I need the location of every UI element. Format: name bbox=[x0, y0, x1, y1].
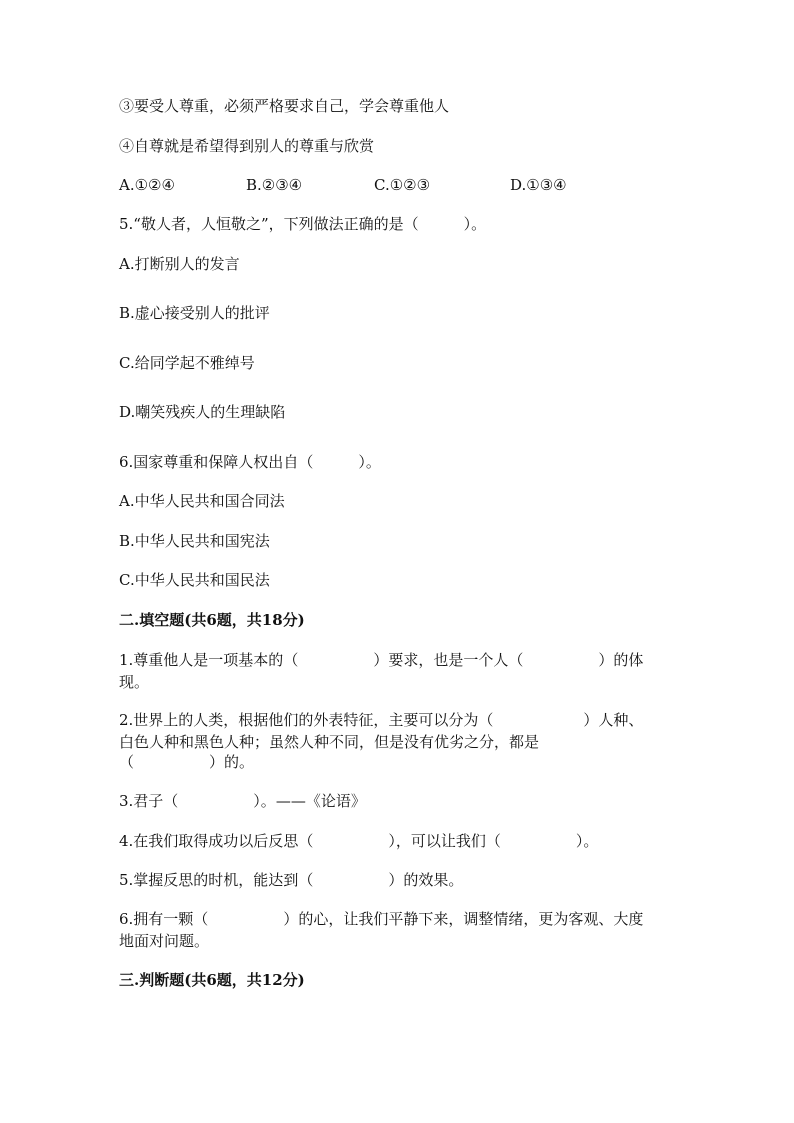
q4-option-c: C.①②③ bbox=[374, 176, 431, 194]
q6-stem: 6.国家尊重和保障人权出自（ ）。 bbox=[119, 453, 381, 471]
q5-option-a: A.打断别人的发言 bbox=[119, 255, 240, 273]
fill-blank-1-line-1: 1.尊重他人是一项基本的（ ）要求，也是一个人（ ）的体 bbox=[119, 651, 644, 669]
fill-blank-4: 4.在我们取得成功以后反思（ ），可以让我们（ ）。 bbox=[119, 832, 599, 850]
fill-blank-5: 5.掌握反思的时机，能达到（ ）的效果。 bbox=[119, 871, 464, 889]
q4-statement-4: ④自尊就是希望得到别人的尊重与欣赏 bbox=[119, 137, 375, 155]
q4-option-b: B.②③④ bbox=[246, 176, 303, 194]
fill-blank-2-line-3: （ ）的。 bbox=[119, 753, 255, 771]
q5-option-b: B.虚心接受别人的批评 bbox=[119, 304, 270, 322]
fill-blank-3: 3.君子（ ）。——《论语》 bbox=[119, 792, 366, 810]
q4-option-a: A.①②④ bbox=[119, 176, 175, 194]
q4-statement-3: ③要受人尊重，必须严格要求自己，学会尊重他人 bbox=[119, 97, 450, 115]
q4-option-d: D.①③④ bbox=[510, 176, 567, 194]
fill-blank-1-line-2: 现。 bbox=[119, 673, 150, 691]
q6-option-b: B.中华人民共和国宪法 bbox=[119, 532, 270, 550]
fill-blank-6-line-2: 地面对问题。 bbox=[119, 932, 210, 950]
q5-stem: 5.“敬人者，人恒敬之”，下列做法正确的是（ ）。 bbox=[119, 215, 487, 233]
section-2-heading: 二.填空题(共6题，共18分) bbox=[119, 611, 305, 629]
fill-blank-2-line-1: 2.世界上的人类，根据他们的外表特征，主要可以分为（ ）人种、 bbox=[119, 711, 644, 729]
q5-option-d: D.嘲笑残疾人的生理缺陷 bbox=[119, 403, 286, 421]
fill-blank-2-line-2: 白色人种和黑色人种；虽然人种不同，但是没有优劣之分，都是 bbox=[119, 733, 540, 751]
fill-blank-6-line-1: 6.拥有一颗（ ）的心，让我们平静下来，调整情绪，更为客观、大度 bbox=[119, 910, 644, 928]
q6-option-a: A.中华人民共和国合同法 bbox=[119, 492, 285, 510]
q4-options bbox=[119, 175, 679, 196]
q5-option-c: C.给同学起不雅绰号 bbox=[119, 354, 255, 372]
q6-option-c: C.中华人民共和国民法 bbox=[119, 571, 270, 589]
section-3-heading: 三.判断题(共6题，共12分) bbox=[119, 971, 305, 989]
